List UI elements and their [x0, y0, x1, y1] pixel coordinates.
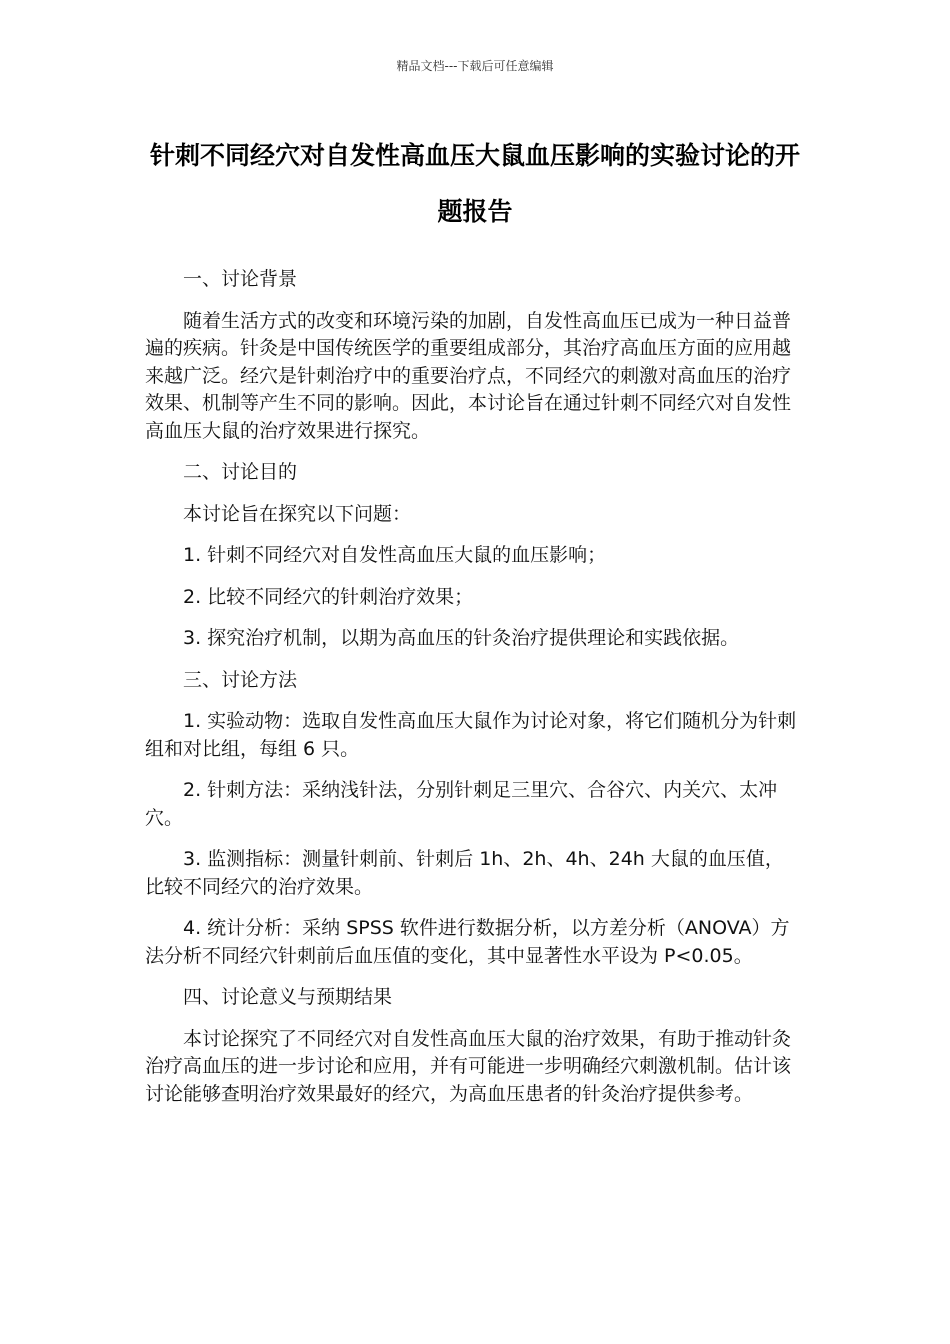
section-heading-background: 一、讨论背景	[183, 268, 298, 290]
paragraph-purpose-intro: 本讨论旨在探究以下问题：	[183, 502, 412, 525]
paragraph-background: 随着生活方式的改变和环境污染的加剧，自发性高血压已成为一种日益普遍的疾病。针灸是中国传统医学的重要组成部分，其治疗高血压方面的应用越来越广泛。经穴是针刺治疗中的重要治疗点，不同经穴的刺激对高血压的治疗效果、机制等产生不同的影响。因此，本讨论旨在通过针刺不同经穴对自发性高血压大鼠的治疗效果进行探究。	[145, 309, 792, 442]
list-item-method-1: 1. 实验动物：选取自发性高血压大鼠作为讨论对象，将它们随机分为针刺组和对比组，每组 6 只。	[145, 710, 797, 760]
list-item-purpose-1: 1. 针刺不同经穴对自发性高血压大鼠的血压影响；	[183, 544, 607, 566]
list-item-method-4: 4. 统计分析：采纳 SPSS 软件进行数据分析，以方差分析（ANOVA）方法分析不同经穴针刺前后血压值的变化，其中显著性水平设为 P<0.05。	[145, 917, 790, 967]
list-item-purpose-2: 2. 比较不同经穴的针刺治疗效果；	[183, 585, 474, 608]
document-body	[145, 266, 801, 1122]
document-title: 针刺不同经穴对自发性高血压大鼠血压影响的实验讨论的开题报告	[149, 141, 800, 226]
section-heading-significance: 四、讨论意义与预期结果	[183, 986, 393, 1008]
section-heading-purpose: 二、讨论目的	[183, 461, 298, 483]
list-item-purpose-3: 3. 探究治疗机制，以期为高血压的针灸治疗提供理论和实践依据。	[183, 627, 740, 649]
header-note: 精品文档---下载后可任意编辑	[396, 59, 554, 73]
section-heading-method: 三、讨论方法	[183, 668, 298, 691]
list-item-method-2: 2. 针刺方法：采纳浅针法，分别针刺足三里穴、合谷穴、内关穴、太冲穴。	[145, 779, 778, 829]
list-item-method-3: 3. 监测指标：测量针刺前、针刺后 1h、2h、4h、24h 大鼠的血压值，比较不同经穴的治疗效果。	[145, 848, 784, 898]
paragraph-significance: 本讨论探究了不同经穴对自发性高血压大鼠的治疗效果，有助于推动针灸治疗高血压的进一步讨论和应用，并有可能进一步明确经穴刺激机制。估计该讨论能够查明治疗效果最好的经穴，为高血压患者的针灸治疗提供参考。	[145, 1027, 792, 1105]
